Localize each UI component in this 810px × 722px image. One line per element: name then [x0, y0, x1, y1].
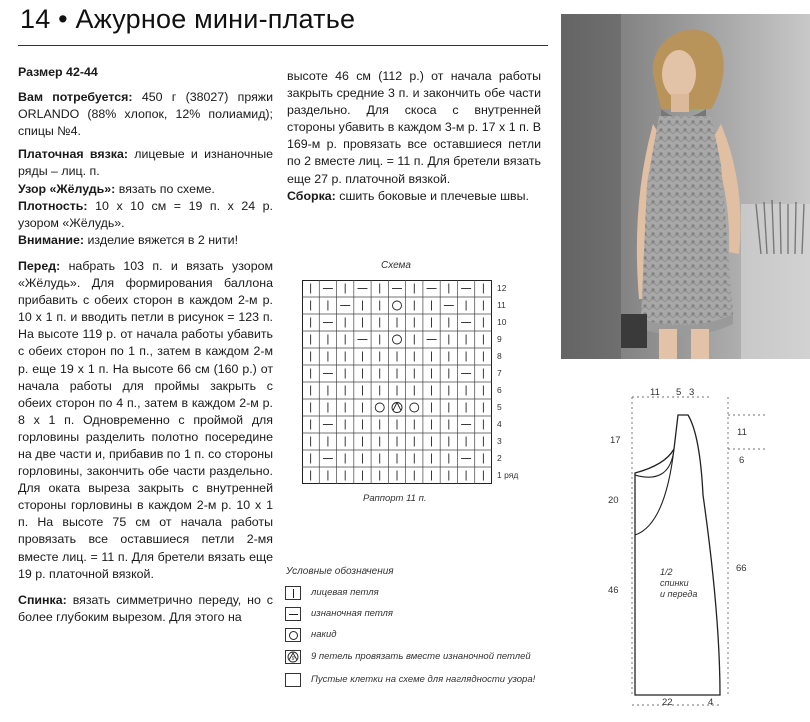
density-paragraph: Плотность: 10 х 10 см = 19 п. х 24 р. узором «Жёлудь». — [18, 198, 274, 230]
chart-row-number: 9 — [497, 333, 502, 344]
dim-top-2: 5 — [676, 387, 682, 398]
front-paragraph: Перед: набрать 103 п. и вязать узором «Жёлудь». Для формирования баллона прибавить с обеих сторон в каждом 2-м р. 10 х 1 п. и вводить петли в рисунок = 123 п. На высоте 119 р. от начала работы убавить с обеих сторон по 1 п., затем в каждом 2-м р. еще 19 х 1 п. На высоте 66 см (160 р.) от начала работы для проймы закрыть с обеих сторон по 4 п., затем в каждом 2-м р. 8 х 1 п. Одновременно с проймой для горловины разделить полотно посередине на две части и, прибавив по 1 п. со стороны горловины, закончить обе части раздельно. Для оката выреза закрыть с внутренней стороны горловины в каждом 2-м р. 10 х 1 п. На высоте 75 см от начала работы провязать все оставшиеся петли 2-мя вместе лиц. = 11 п. Для бретели вязать еще 19 р. платочной вязкой. — [18, 258, 273, 581]
chart-row-number: 7 — [497, 367, 502, 378]
chart-title: Схема — [381, 260, 411, 271]
model-photo — [561, 14, 810, 359]
dim-total-height: 66 — [736, 563, 747, 574]
instructions-left-column — [18, 64, 273, 632]
nine-together-symbol-icon — [285, 650, 301, 664]
stockinette-paragraph: Платочная вязка: лицевые и изнаночные ряды – лиц. п. — [18, 147, 273, 179]
dim-bottom-1: 22 — [662, 697, 673, 708]
yarn-over-symbol-icon — [285, 628, 301, 642]
back-paragraph: Спинка: вязать симметрично переду, но с более глубоким вырезом. Для этого на — [18, 592, 273, 624]
legend-title: Условные обозначения — [286, 566, 394, 577]
dim-top-1: 11 — [650, 387, 660, 398]
dim-left-2: 20 — [608, 495, 619, 506]
chart-row-number: 12 — [497, 282, 507, 293]
purl-symbol-icon — [285, 607, 301, 621]
instructions-middle-column — [287, 68, 541, 211]
chart-row-number: 1 ряд — [497, 469, 519, 480]
chart-row-number: 5 — [497, 401, 502, 412]
knit-symbol-icon — [285, 586, 301, 600]
schematic-label: 1/2 спинки и переда — [660, 567, 698, 599]
svg-text:9: 9 — [291, 656, 295, 662]
chart-row-number: 3 — [497, 435, 502, 446]
size-line: Размер 42-44 — [18, 65, 98, 79]
page-title: 14 • Ажурное мини-платье — [20, 4, 356, 34]
attention-paragraph: Внимание: изделие вяжется в 2 нити! — [18, 232, 239, 247]
back-continued-paragraph: высоте 46 см (112 р.) от начала работы закрыть средние 3 п. и закончить обе части раздельно. Для скоса с внутренней стороны убавить в каждом 3-м р. 17 х 1 п. В 169-м р. провязать все оставшиеся петли по 2 вместе лиц. = 11 п. Для бретели вязать еще 27 р. платочной вязкой. — [287, 69, 541, 186]
chart-row-number: 8 — [497, 350, 502, 361]
chart-row-number: 10 — [497, 316, 507, 327]
title-divider — [18, 45, 548, 46]
dim-right-2: 6 — [739, 455, 745, 466]
dim-right-1: 11 — [737, 427, 747, 438]
chart-row-number: 6 — [497, 384, 502, 395]
chart-row-number: 11 — [497, 299, 506, 310]
chart-row-number: 2 — [497, 452, 502, 463]
empty-cell-symbol-icon — [285, 673, 301, 687]
dim-top-3: 3 — [689, 387, 695, 398]
acorn-paragraph: Узор «Жёлудь»: вязать по схеме. — [18, 181, 215, 196]
dim-left-1: 17 — [610, 435, 621, 446]
garment-schematic — [600, 375, 810, 722]
chart-row-number: 4 — [497, 418, 502, 429]
dim-left-3: 46 — [608, 585, 619, 596]
knitting-chart — [302, 280, 492, 484]
chart-rapport: Раппорт 11 п. — [363, 493, 427, 504]
dim-bottom-2: 4 — [708, 697, 714, 708]
materials-paragraph: Вам потребуется: 450 г (38027) пряжи ORLANDO (88% хлопок, 12% полиамид); спицы №4. — [18, 90, 274, 139]
assembly-paragraph: Сборка: сшить боковые и плечевые швы. — [287, 188, 529, 203]
